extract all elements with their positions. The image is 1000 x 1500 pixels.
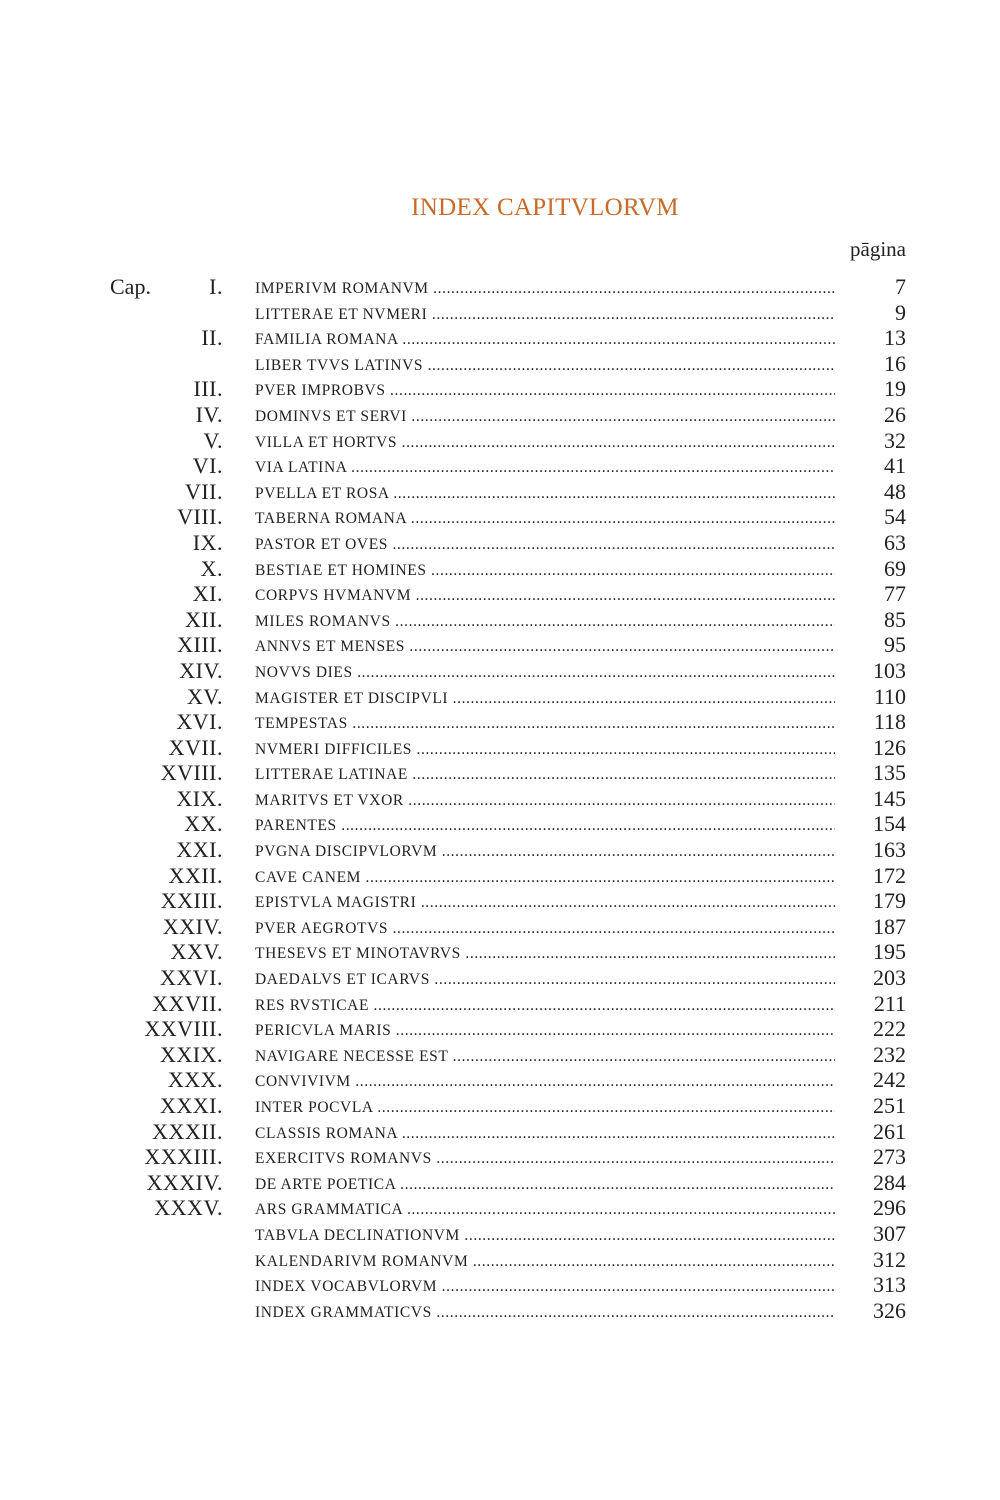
chapter-title: VILLA ET HORTVS ..... <box>255 431 835 455</box>
page-number: 313 <box>873 1272 906 1298</box>
toc-row <box>0 350 1000 376</box>
chapter-title: VIA LATINA ..... <box>255 456 835 480</box>
chapter-number: XIX. <box>176 785 223 811</box>
page-number: 296 <box>873 1195 906 1221</box>
toc-row <box>0 887 1000 913</box>
chapter-number: XV. <box>187 683 223 709</box>
chapter-title: EPISTVLA MAGISTRI ..... <box>255 891 835 915</box>
chapter-title: MAGISTER ET DISCIPVLI ..... <box>255 687 835 711</box>
chapter-number: XX. <box>184 811 223 837</box>
chapter-number: XXXI. <box>160 1093 223 1118</box>
chapter-title: TEMPESTAS ..... <box>255 712 835 736</box>
page-number: 118 <box>873 709 906 735</box>
page-number: 48 <box>884 478 906 504</box>
chapter-title: NAVIGARE NECESSE EST ..... <box>255 1045 835 1069</box>
chapter-title: THESEVS ET MINOTAVRVS ..... <box>255 942 835 966</box>
chapter-number: IV. <box>195 401 223 427</box>
chapter-number: XIV. <box>179 657 223 683</box>
page-number: 211 <box>873 990 906 1016</box>
chapter-title: INDEX VOCABVLORVM ..... <box>255 1275 835 1299</box>
toc-row <box>0 631 1000 657</box>
chapter-number: XXIV. <box>162 913 223 939</box>
page-number: 251 <box>873 1093 906 1118</box>
chapter-title: CONVIVIVM ..... <box>255 1070 835 1094</box>
toc-row <box>0 1143 1000 1169</box>
toc-row <box>0 964 1000 990</box>
chapter-title: PERICVLA MARIS ..... <box>255 1019 835 1043</box>
page-number: 195 <box>873 939 906 965</box>
toc-row <box>0 1118 1000 1144</box>
chapter-title: DAEDALVS ET ICARVS ..... <box>255 968 835 992</box>
page-number: 222 <box>873 1016 906 1042</box>
chapter-number: XVI. <box>176 709 223 735</box>
page-number: 154 <box>873 811 906 837</box>
chapter-title: ANNVS ET MENSES ..... <box>255 635 835 659</box>
chapter-title: FAMILIA ROMANA ..... <box>255 328 835 352</box>
chapter-title: CLASSIS ROMANA ..... <box>255 1122 835 1146</box>
chapter-number: XXIII. <box>160 888 223 914</box>
page-number: 307 <box>873 1220 906 1246</box>
chapter-number: XXVI. <box>160 965 223 991</box>
page-number: 163 <box>873 837 906 863</box>
toc-row <box>0 452 1000 478</box>
chapter-title: KALENDARIVM ROMANVM ..... <box>255 1250 835 1274</box>
toc-row <box>0 375 1000 401</box>
chapter-title: PARENTES ..... <box>255 814 835 838</box>
chapter-number: III. <box>193 376 223 402</box>
toc-row <box>0 1092 1000 1118</box>
chapter-title: IMPERIVM ROMANVM ..... <box>255 277 835 301</box>
toc-row <box>0 1066 1000 1092</box>
chapter-title: PVELLA ET ROSA ..... <box>255 482 835 506</box>
chapter-number: X. <box>200 555 223 581</box>
toc-row <box>0 273 1000 299</box>
chapter-title: TABERNA ROMANA ..... <box>255 507 835 531</box>
chapter-number: XXI. <box>176 837 223 863</box>
page-number: 273 <box>873 1144 906 1170</box>
chapter-title: RES RVSTICAE ..... <box>255 994 835 1018</box>
toc-row <box>0 606 1000 632</box>
page-number: 7 <box>895 274 906 299</box>
page-number: 85 <box>884 606 906 632</box>
chapter-title: NOVVS DIES ..... <box>255 661 835 685</box>
chapter-title: TABVLA DECLINATIONVM ..... <box>255 1224 835 1248</box>
toc-row <box>0 1169 1000 1195</box>
toc-row <box>0 913 1000 939</box>
page-number: 187 <box>873 913 906 939</box>
table-of-contents <box>0 273 1000 1322</box>
chapter-number: XXII. <box>168 862 223 888</box>
chapter-number: I. <box>209 274 223 299</box>
toc-row <box>0 555 1000 581</box>
cap-label: Cap. <box>110 274 151 299</box>
page-number: 77 <box>884 581 906 607</box>
toc-row <box>0 478 1000 504</box>
toc-row <box>0 657 1000 683</box>
page-number: 203 <box>873 965 906 991</box>
page-number: 13 <box>884 325 906 351</box>
toc-row <box>0 836 1000 862</box>
chapter-title: PASTOR ET OVES ..... <box>255 533 835 557</box>
toc-row <box>0 785 1000 811</box>
chapter-number: VII. <box>184 478 223 504</box>
chapter-number: XI. <box>192 581 223 607</box>
chapter-title: ARS GRAMMATICA ..... <box>255 1198 835 1222</box>
chapter-number: XVIII. <box>160 760 223 786</box>
page-number: 19 <box>884 376 906 402</box>
page-number: 32 <box>884 427 906 453</box>
chapter-number: XXIX. <box>160 1041 223 1067</box>
chapter-title: NVMERI DIFFICILES ..... <box>255 738 835 762</box>
chapter-number: XXX. <box>167 1067 223 1093</box>
chapter-title: PVER AEGROTVS ..... <box>255 917 835 941</box>
page-number: 172 <box>873 862 906 888</box>
chapter-title: LITTERAE ET NVMERI ..... <box>255 303 835 327</box>
toc-row <box>0 1015 1000 1041</box>
page-number: 135 <box>873 760 906 786</box>
chapter-number: XXXV. <box>154 1195 223 1221</box>
toc-row <box>0 1297 1000 1323</box>
toc-row <box>0 708 1000 734</box>
toc-row <box>0 1271 1000 1297</box>
chapter-number: XXV. <box>170 939 223 965</box>
chapter-number: XXVII. <box>152 990 223 1016</box>
page-number: 126 <box>873 734 906 760</box>
chapter-number: XXXIII. <box>144 1144 223 1170</box>
chapter-title: PVER IMPROBVS ..... <box>255 379 835 403</box>
toc-row <box>0 938 1000 964</box>
page-number: 9 <box>895 299 906 325</box>
chapter-title: INTER POCVLA ..... <box>255 1096 835 1120</box>
page-number: 26 <box>884 401 906 427</box>
chapter-title: DE ARTE POETICA ..... <box>255 1173 835 1197</box>
toc-row <box>0 299 1000 325</box>
toc-row <box>0 503 1000 529</box>
toc-row <box>0 1220 1000 1246</box>
chapter-title: MILES ROMANVS ..... <box>255 610 835 634</box>
page-number: 312 <box>873 1246 906 1272</box>
page-number: 110 <box>873 683 906 709</box>
page-number: 261 <box>873 1118 906 1144</box>
toc-row <box>0 529 1000 555</box>
chapter-title: MARITVS ET VXOR ..... <box>255 789 835 813</box>
page-number: 63 <box>884 529 906 555</box>
chapter-number: XVII. <box>168 734 223 760</box>
chapter-number: XII. <box>184 606 223 632</box>
page-number: 284 <box>873 1169 906 1195</box>
page-number: 232 <box>873 1041 906 1067</box>
page-number: 326 <box>873 1297 906 1323</box>
chapter-number: XIII. <box>177 632 223 658</box>
page-number: 69 <box>884 555 906 581</box>
chapter-title: LIBER TVVS LATINVS ..... <box>255 354 835 378</box>
chapter-number: V. <box>203 427 223 453</box>
chapter-number: IX. <box>192 529 223 555</box>
toc-row <box>0 990 1000 1016</box>
chapter-number: XXXII. <box>152 1118 223 1144</box>
chapter-number: VIII. <box>177 504 223 530</box>
chapter-title: CAVE CANEM ..... <box>255 866 835 890</box>
page-number: 16 <box>884 350 906 376</box>
page-title: INDEX CAPITVLORVM <box>411 194 679 221</box>
chapter-number: VI. <box>192 453 223 479</box>
chapter-number: II. <box>201 325 223 351</box>
toc-row <box>0 810 1000 836</box>
page-number: 103 <box>873 657 906 683</box>
page-number: 95 <box>884 632 906 658</box>
toc-row <box>0 1194 1000 1220</box>
page-number: 179 <box>873 888 906 914</box>
toc-row <box>0 324 1000 350</box>
toc-row <box>0 759 1000 785</box>
page-number: 54 <box>884 504 906 530</box>
page-number: 242 <box>873 1067 906 1093</box>
toc-row <box>0 1246 1000 1272</box>
page-number: 41 <box>884 453 906 479</box>
chapter-title: INDEX GRAMMATICVS ..... <box>255 1301 835 1325</box>
pagina-label: pāgina <box>850 237 906 261</box>
toc-row <box>0 580 1000 606</box>
chapter-title: BESTIAE ET HOMINES ..... <box>255 559 835 583</box>
chapter-title: DOMINVS ET SERVI ..... <box>255 405 835 429</box>
toc-row <box>0 401 1000 427</box>
toc-row <box>0 427 1000 453</box>
chapter-title: LITTERAE LATINAE ..... <box>255 763 835 787</box>
chapter-number: XXVIII. <box>144 1016 223 1042</box>
toc-row <box>0 734 1000 760</box>
page-number: 145 <box>873 785 906 811</box>
chapter-number: XXXIV. <box>146 1169 223 1195</box>
chapter-title: PVGNA DISCIPVLORVM ..... <box>255 840 835 864</box>
toc-row <box>0 1041 1000 1067</box>
toc-row <box>0 862 1000 888</box>
toc-row <box>0 683 1000 709</box>
chapter-title: CORPVS HVMANVM ..... <box>255 584 835 608</box>
chapter-title: EXERCITVS ROMANVS ..... <box>255 1147 835 1171</box>
